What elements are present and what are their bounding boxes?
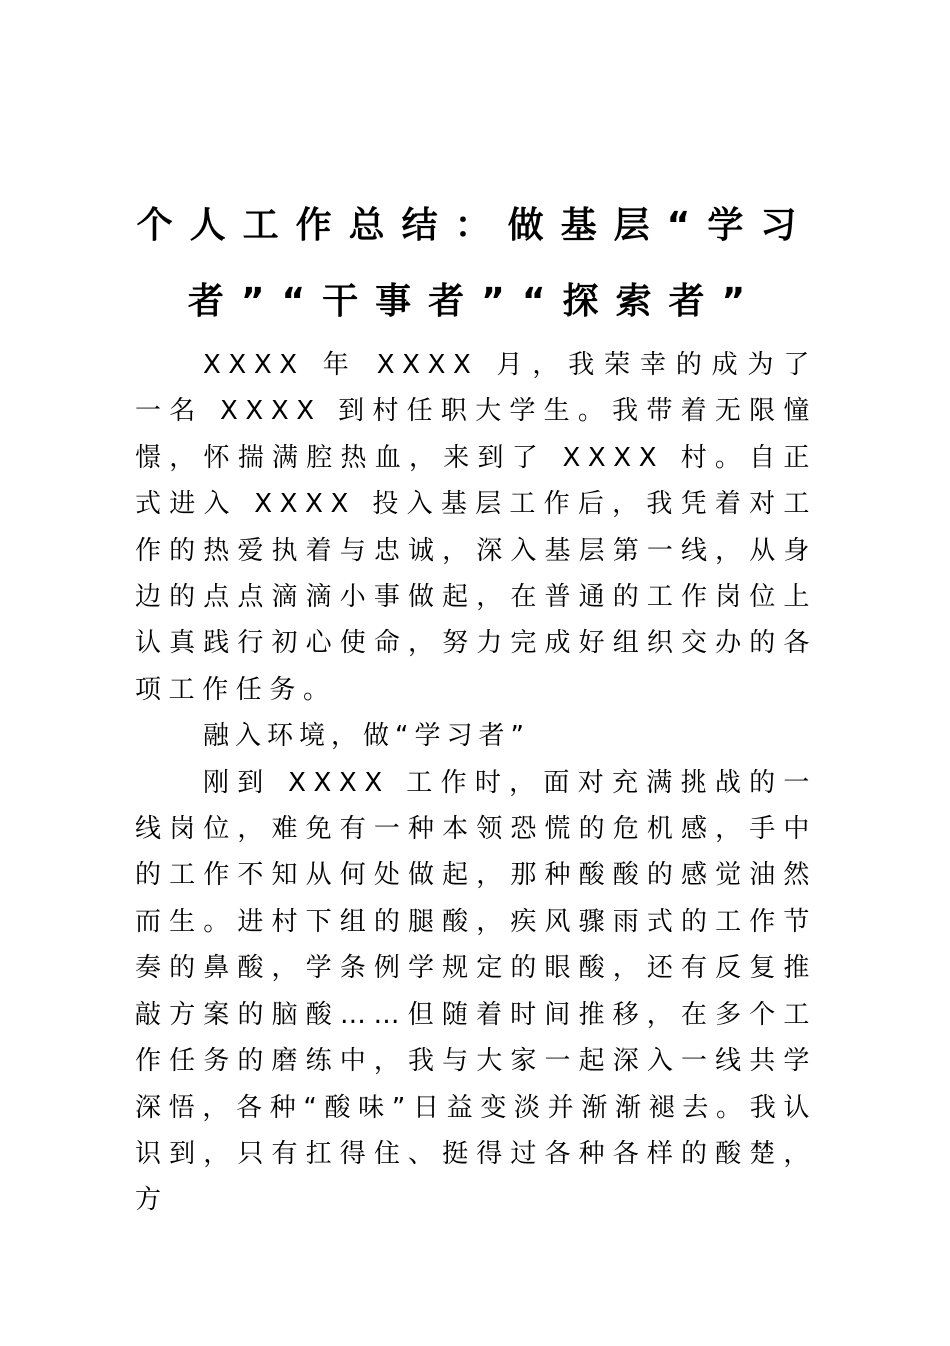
section-paragraph: 刚到 XXXX 工作时，面对充满挑战的一线岗位，难免有一种本领恐慌的危机感，手中的工作不知从何处做起，那种酸酸的感觉油然而生。进村下组的腿酸，疾风骤雨式的工作节奏的鼻酸，学条例学规定的眼酸，还有反复推敲方案的脑酸……但随着时间推移，在多个工作任务的磨练中，我与大家一起深入一线共学深悟，各种“酸味”日益变淡并渐渐褪去。我认识到，只有扛得住、挺得过各种各样的酸楚，方 (135, 767, 817, 1216)
document-title: 个人工作总结：做基层“学习者”“干事者”“探索者” (136, 205, 814, 322)
document-body (135, 342, 817, 1224)
intro-paragraph: XXXX 年 XXXX 月，我荣幸的成为了一名 XXXX 到村任职大学生。我带着无限憧憬，怀揣满腔热血，来到了 XXXX 村。自正式进入 XXXX 投入基层工作后，我凭着对工作的热爱执着与忠诚，深入基层第一线，从身边的点点滴滴小事做起，在普通的工作岗位上认真践行初心使命，努力完成好组织交办的各项工作任务。 (135, 350, 817, 705)
section-heading: 融入环境，做“学习者” (203, 721, 530, 752)
